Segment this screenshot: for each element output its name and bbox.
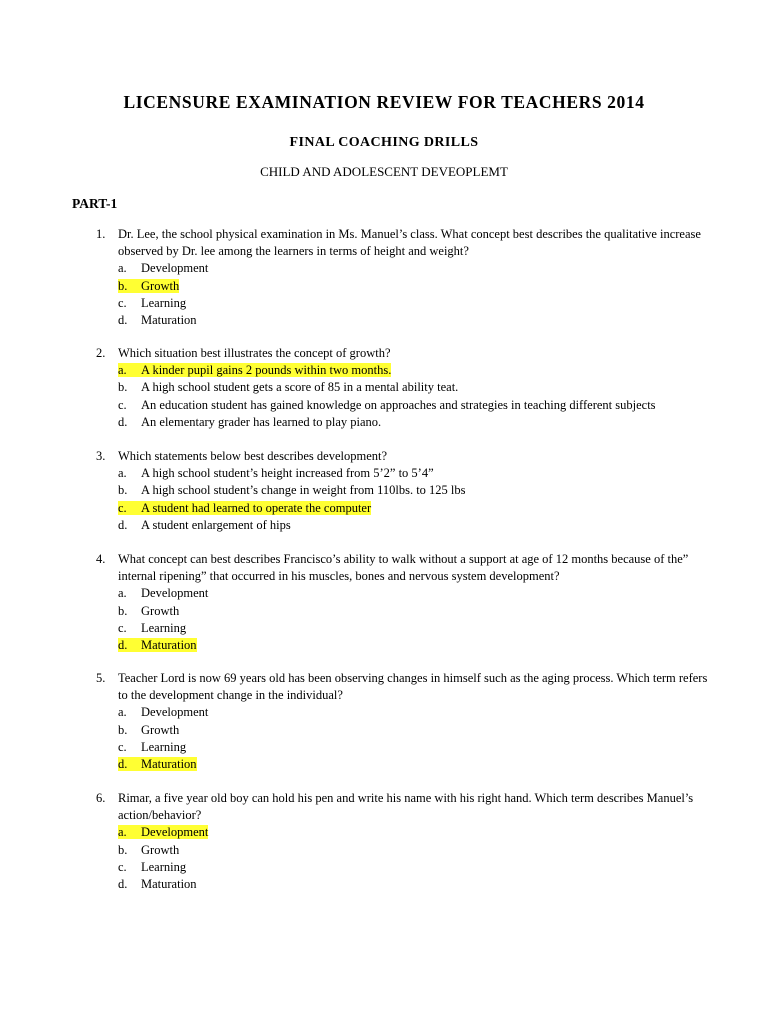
- option-c: c. Learning: [118, 859, 187, 874]
- option-a: a. Development: [118, 261, 209, 276]
- question-3: [96, 448, 716, 534]
- question-6: [96, 790, 716, 893]
- question-number: 3.: [96, 449, 106, 463]
- question-number: 2.: [96, 346, 106, 360]
- document-title: LICENSURE EXAMINATION REVIEW FOR TEACHERS 2014: [123, 92, 645, 112]
- part-heading: PART-1: [72, 196, 118, 211]
- option-a: a. Development: [118, 586, 209, 601]
- question-number: 4.: [96, 552, 106, 566]
- option-a: a. A high school student’s height increased from 5’2” to 5’4”: [118, 466, 434, 481]
- option-d: d. Maturation: [118, 313, 197, 328]
- question-2: [96, 345, 716, 431]
- question-5: [96, 670, 716, 773]
- option-b: [118, 278, 716, 295]
- option-a: [118, 824, 716, 841]
- answer-highlight: a. Development: [118, 825, 209, 840]
- option-b: b. Growth: [118, 842, 180, 857]
- option-list: [118, 362, 716, 431]
- question-text: What concept can best describes Francisco’s ability to walk without a support at age of 12 months because of the” internal ripening” that occurred in his muscles, bones and nervous system development?: [118, 552, 689, 584]
- option-c: c. Learning: [118, 739, 187, 754]
- option-d: [118, 756, 716, 773]
- question-number: 1.: [96, 227, 106, 241]
- option-b: b. Growth: [118, 722, 180, 737]
- option-c: c. Learning: [118, 295, 187, 310]
- question-text: Teacher Lord is now 69 years old has been observing changes in himself such as the aging process. Which term refers to the development change in the individual?: [118, 671, 708, 703]
- question-number: 6.: [96, 791, 106, 805]
- question-4: [96, 551, 716, 654]
- option-c: [118, 500, 716, 517]
- question-text: Dr. Lee, the school physical examination in Ms. Manuel’s class. What concept best describes the qualitative increase observed by Dr. lee among the learners in terms of height and weight?: [118, 227, 701, 259]
- option-list: [118, 824, 716, 893]
- answer-highlight: d. Maturation: [118, 757, 197, 772]
- question-number: 5.: [96, 671, 106, 685]
- option-d: d. A student enlargement of hips: [118, 517, 291, 532]
- option-d: [118, 637, 716, 654]
- option-c: c. An education student has gained knowledge on approaches and strategies in teaching different subjects: [118, 397, 656, 412]
- question-text: Rimar, a five year old boy can hold his pen and write his name with his right hand. Which term describes Manuel’s action/behavior?: [118, 791, 694, 823]
- option-list: [118, 704, 716, 773]
- document-subtitle: FINAL COACHING DRILLS: [289, 135, 479, 150]
- option-c: c. Learning: [118, 620, 187, 635]
- answer-highlight: a. A kinder pupil gains 2 pounds within two months.: [118, 363, 392, 378]
- option-list: [118, 465, 716, 534]
- option-b: b. A high school student gets a score of 85 in a mental ability teat.: [118, 380, 459, 395]
- option-a: [118, 362, 716, 379]
- question-text: Which statements below best describes development?: [118, 449, 388, 463]
- option-list: [118, 260, 716, 329]
- option-b: b. Growth: [118, 603, 180, 618]
- option-list: [118, 585, 716, 654]
- question-text: Which situation best illustrates the concept of growth?: [118, 346, 391, 360]
- answer-highlight: d. Maturation: [118, 638, 197, 653]
- document-topic: CHILD AND ADOLESCENT DEVEOPLEMT: [260, 164, 508, 179]
- option-b: b. A high school student’s change in weight from 110lbs. to 125 lbs: [118, 483, 466, 498]
- option-a: a. Development: [118, 705, 209, 720]
- answer-highlight: c. A student had learned to operate the computer: [118, 500, 372, 515]
- option-d: d. Maturation: [118, 877, 197, 892]
- answer-highlight: b. Growth: [118, 278, 180, 293]
- option-d: d. An elementary grader has learned to play piano.: [118, 414, 382, 429]
- question-1: [96, 226, 716, 329]
